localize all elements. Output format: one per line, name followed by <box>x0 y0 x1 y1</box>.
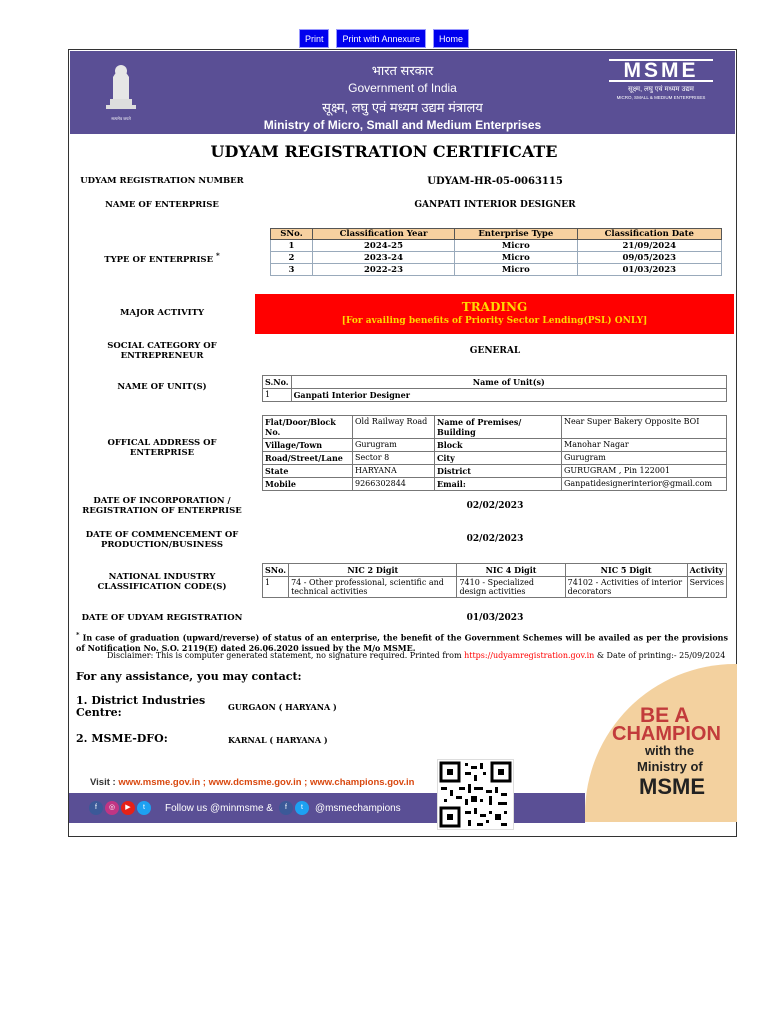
hindi-ministry-title: सूक्ष्म, लघु एवं मध्यम उद्यम मंत्रालय <box>322 100 483 115</box>
table-row: Flat/Door/Block No. Old Railway Road Name of Premises/ Building Near Super Bakery Opposite BOI <box>263 416 727 439</box>
champion-promo: BE A CHAMPION with the Ministry of MSME <box>585 664 737 822</box>
visit-links: Visit : www.msme.gov.in ; www.dcmsme.gov.in ; www.champions.gov.in <box>90 777 415 788</box>
social-footer: f ◎ ▶ t Follow us @minmsme & f t @msmechampions <box>69 793 585 823</box>
enterprise-name-value: GANPATI INTERIOR DESIGNER <box>414 200 576 210</box>
classification-table <box>270 228 722 276</box>
instagram-icon[interactable]: ◎ <box>105 801 119 815</box>
dic-label: 1. District Industries Centre: <box>76 694 206 719</box>
udyam-date-label: DATE OF UDYAM REGISTRATION <box>81 613 243 623</box>
table-row: 2 2023-24 Micro 09/05/2023 <box>271 252 722 264</box>
assistance-heading: For any assistance, you may contact: <box>76 670 302 683</box>
certificate-title: UDYAM REGISTRATION CERTIFICATE <box>210 142 558 161</box>
msme-logo: MSME सूक्ष्म, लघु एवं मध्यम उद्यम MICRO, SMALL & MEDIUM ENTERPRISES <box>609 59 713 100</box>
qr-code <box>437 759 514 830</box>
twitter-icon[interactable]: t <box>137 801 151 815</box>
print-button[interactable]: Print <box>299 29 330 48</box>
nic-label: NATIONAL INDUSTRY CLASSIFICATION CODE(S) <box>97 572 227 592</box>
table-header: Classification Year <box>312 229 454 240</box>
dfo-value: KARNAL ( HARYANA ) <box>228 735 328 745</box>
major-activity-box <box>255 294 734 334</box>
enterprise-type-label: TYPE OF ENTERPRISE * <box>104 251 220 265</box>
social-category-label: SOCIAL CATEGORY OF ENTREPRENEUR <box>107 341 217 361</box>
table-row: 1 Ganpati Interior Designer <box>263 389 727 402</box>
table-row: State HARYANA District GURUGRAM , Pin 122001 <box>263 465 727 478</box>
dfo-label: 2. MSME-DFO: <box>76 732 168 745</box>
reg-number-value: UDYAM-HR-05-0063115 <box>427 176 563 187</box>
table-header: Classification Date <box>577 229 721 240</box>
table-row: 3 2022-23 Micro 01/03/2023 <box>271 264 722 276</box>
units-table: S.No. Name of Unit(s) 1 Ganpati Interior Designer <box>262 375 727 402</box>
table-row: 1 2024-25 Micro 21/09/2024 <box>271 240 722 252</box>
table-row: Mobile 9266302844 Email: Ganpatidesignerinterior@gmail.com <box>263 478 727 491</box>
graduation-note: * In case of graduation (upward/reverse) of status of an enterprise, the benefit of the Government Schemes will be availed as per the provisions of Notification No. S.O. 2119(E) dated 26.06.2020 issued by the M/o MSME. <box>76 631 728 653</box>
reg-number-label: UDYAM REGISTRATION NUMBER <box>80 176 244 186</box>
govt-india-title: Government of India <box>348 81 457 95</box>
ministry-title: Ministry of Micro, Small and Medium Enterprises <box>263 118 542 132</box>
udyam-link[interactable]: https://udyamregistration.gov.in <box>464 651 595 660</box>
psl-note: [For availing benefits of Priority Sector Lending(PSL) ONLY] <box>341 316 648 326</box>
svg-text:सत्यमेव जयते: सत्यमेव जयते <box>111 116 131 121</box>
website-links[interactable]: www.msme.gov.in ; www.dcmsme.gov.in ; www.champions.gov.in <box>118 777 415 788</box>
udyam-date-value: 01/03/2023 <box>466 613 524 623</box>
address-label: OFFICAL ADDRESS OF ENTERPRISE <box>107 438 217 458</box>
hindi-govt-title: भारत सरकार <box>371 63 434 78</box>
incorporation-label: DATE OF INCORPORATION / REGISTRATION OF ENTERPRISE <box>82 496 242 516</box>
commencement-label: DATE OF COMMENCEMENT OF PRODUCTION/BUSINESS <box>85 530 239 550</box>
disclaimer: Disclaimer: This is computer generated statement, no signature required. Printed from https://udyamregistration.gov.in & Date of printing:- 25/09/2024 <box>107 651 726 660</box>
incorporation-value: 02/02/2023 <box>466 501 524 511</box>
table-header: Enterprise Type <box>455 229 577 240</box>
twitter-icon[interactable]: t <box>295 801 309 815</box>
table-row: Road/Street/Lane Sector 8 City Gurugram <box>263 452 727 465</box>
home-button[interactable]: Home <box>433 29 469 48</box>
table-header: SNo. <box>271 229 313 240</box>
address-table <box>262 415 727 491</box>
header-banner <box>70 51 735 134</box>
youtube-icon[interactable]: ▶ <box>121 801 135 815</box>
major-activity-label: MAJOR ACTIVITY <box>119 308 205 318</box>
facebook-icon[interactable]: f <box>89 801 103 815</box>
unit-names-label: NAME OF UNIT(S) <box>117 382 207 392</box>
major-activity-value: TRADING <box>461 300 528 314</box>
facebook-icon[interactable]: f <box>279 801 293 815</box>
dic-value: GURGAON ( HARYANA ) <box>228 702 337 712</box>
table-row: 1 74 - Other professional, scientific and technical activities 7410 - Specialized design activities 74102 - Activities of interior decorators Services <box>263 577 727 598</box>
nic-table: SNo. NIC 2 Digit NIC 4 Digit NIC 5 Digit Activity 1 74 - Other professional, scientific and technical activities 7410 - Specialized design activities 74102 - Activities of interior decorators Services <box>262 563 727 598</box>
table-row: Village/Town Gurugram Block Manohar Nagar <box>263 439 727 452</box>
top-toolbar <box>0 29 768 48</box>
enterprise-name-label: NAME OF ENTERPRISE <box>105 200 219 210</box>
commencement-value: 02/02/2023 <box>466 534 524 544</box>
print-with-annexure-button[interactable]: Print with Annexure <box>336 29 426 48</box>
social-category-value: GENERAL <box>469 346 521 356</box>
